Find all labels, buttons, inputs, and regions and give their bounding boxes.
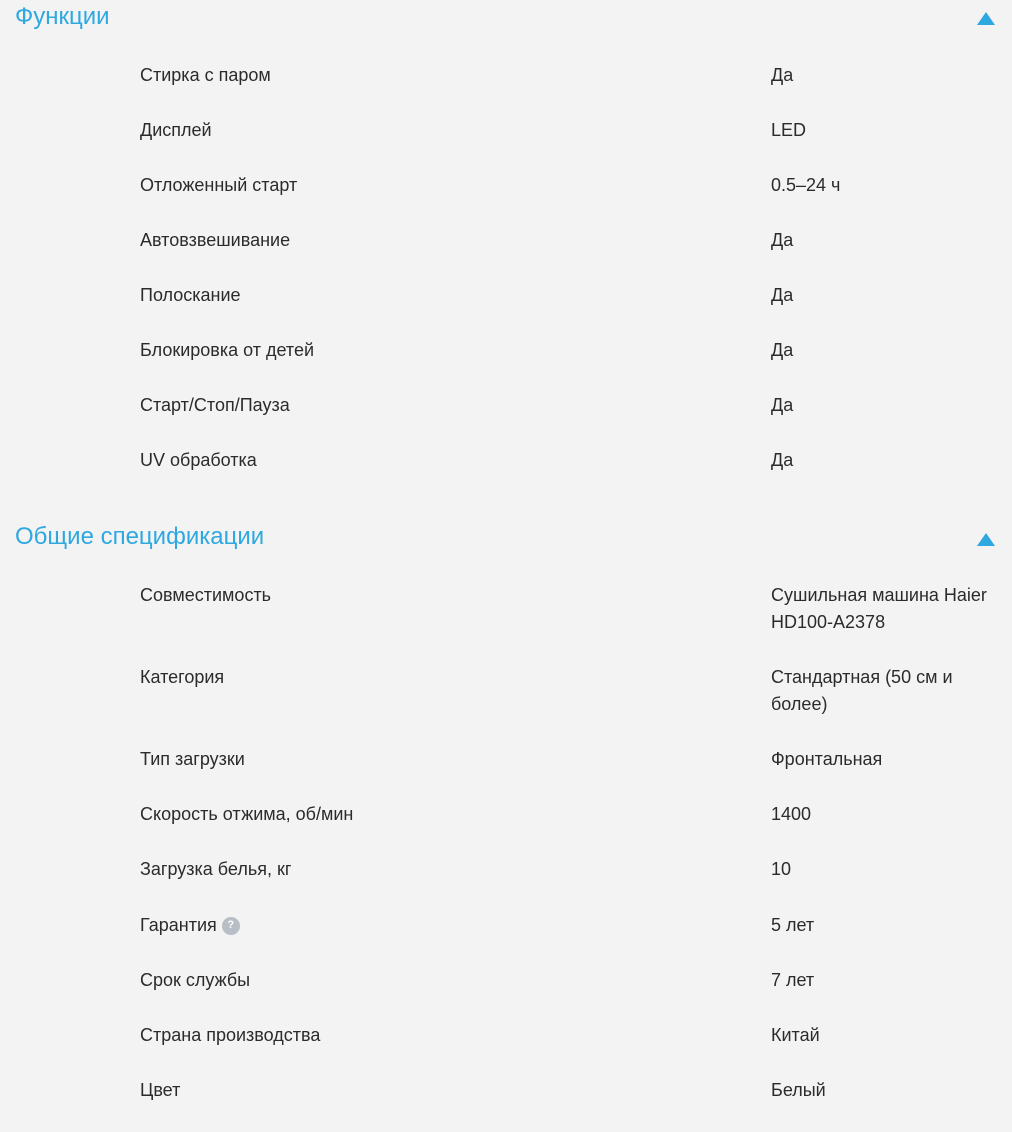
spec-label: Блокировка от детей bbox=[140, 340, 315, 360]
spec-label: Тип загрузки bbox=[140, 749, 245, 769]
spec-label: Гарантия bbox=[140, 915, 217, 935]
spec-row bbox=[0, 664, 1012, 746]
spec-row bbox=[0, 447, 1012, 502]
section-header-functions[interactable] bbox=[0, 0, 1012, 40]
spec-row bbox=[0, 62, 1012, 117]
spec-value: Китай bbox=[771, 1025, 820, 1045]
spec-label: Загрузка белья, кг bbox=[140, 859, 292, 879]
spec-label: Срок службы bbox=[140, 970, 251, 990]
spec-row bbox=[0, 746, 1012, 801]
spec-value: 5 лет bbox=[771, 915, 815, 935]
spec-label: Дисплей bbox=[140, 120, 212, 140]
spec-value: LED bbox=[771, 120, 807, 140]
spec-label: UV обработка bbox=[140, 450, 257, 470]
spec-label: Категория bbox=[140, 667, 225, 687]
triangle-up-icon bbox=[977, 533, 995, 546]
spec-row bbox=[0, 282, 1012, 337]
spec-value: Сушильная машина Haier HD100-A2378 bbox=[771, 585, 987, 632]
spec-row bbox=[0, 117, 1012, 172]
spec-value: 10 bbox=[771, 859, 792, 879]
spec-value: 7 лет bbox=[771, 970, 815, 990]
spec-row-warranty bbox=[0, 912, 1012, 967]
spec-label: Скорость отжима, об/мин bbox=[140, 804, 354, 824]
spec-row bbox=[0, 1077, 1012, 1132]
spec-label: Страна производства bbox=[140, 1025, 321, 1045]
spec-value: Да bbox=[771, 340, 794, 360]
section-header-general-specs[interactable] bbox=[0, 520, 1012, 560]
spec-label: Стирка с паром bbox=[140, 65, 271, 85]
section-title: Функции bbox=[15, 3, 110, 30]
spec-value: Да bbox=[771, 285, 794, 305]
spec-value: 1400 bbox=[771, 804, 812, 824]
question-mark-icon[interactable]: ? bbox=[222, 917, 240, 935]
spec-label: Автовзвешивание bbox=[140, 230, 291, 250]
spec-row bbox=[0, 856, 1012, 911]
spec-label: Полоскание bbox=[140, 285, 241, 305]
spec-label: Отложенный старт bbox=[140, 175, 298, 195]
spec-label: Цвет bbox=[140, 1080, 181, 1100]
section-title: Общие спецификации bbox=[15, 523, 265, 550]
spec-value: 0.5–24 ч bbox=[771, 175, 841, 195]
spec-label: Совместимость bbox=[140, 585, 272, 605]
spec-row bbox=[0, 967, 1012, 1022]
spec-label: Старт/Стоп/Пауза bbox=[140, 395, 290, 415]
spec-row bbox=[0, 582, 1012, 664]
triangle-up-icon bbox=[977, 12, 995, 25]
spec-value: Да bbox=[771, 230, 794, 250]
spec-value: Да bbox=[771, 65, 794, 85]
spec-row bbox=[0, 227, 1012, 282]
spec-row bbox=[0, 337, 1012, 392]
spec-value: Да bbox=[771, 450, 794, 470]
spec-value: Фронтальная bbox=[771, 749, 883, 769]
spec-value: Белый bbox=[771, 1080, 826, 1100]
collapse-toggle-button[interactable] bbox=[976, 10, 996, 26]
spec-row bbox=[0, 1022, 1012, 1077]
collapse-toggle-button[interactable] bbox=[976, 531, 996, 547]
spec-row bbox=[0, 801, 1012, 856]
spec-row bbox=[0, 172, 1012, 227]
spec-value: Да bbox=[771, 395, 794, 415]
spec-label-with-help bbox=[140, 912, 240, 939]
spec-row bbox=[0, 392, 1012, 447]
spec-value: Стандартная (50 см и более) bbox=[771, 667, 953, 714]
